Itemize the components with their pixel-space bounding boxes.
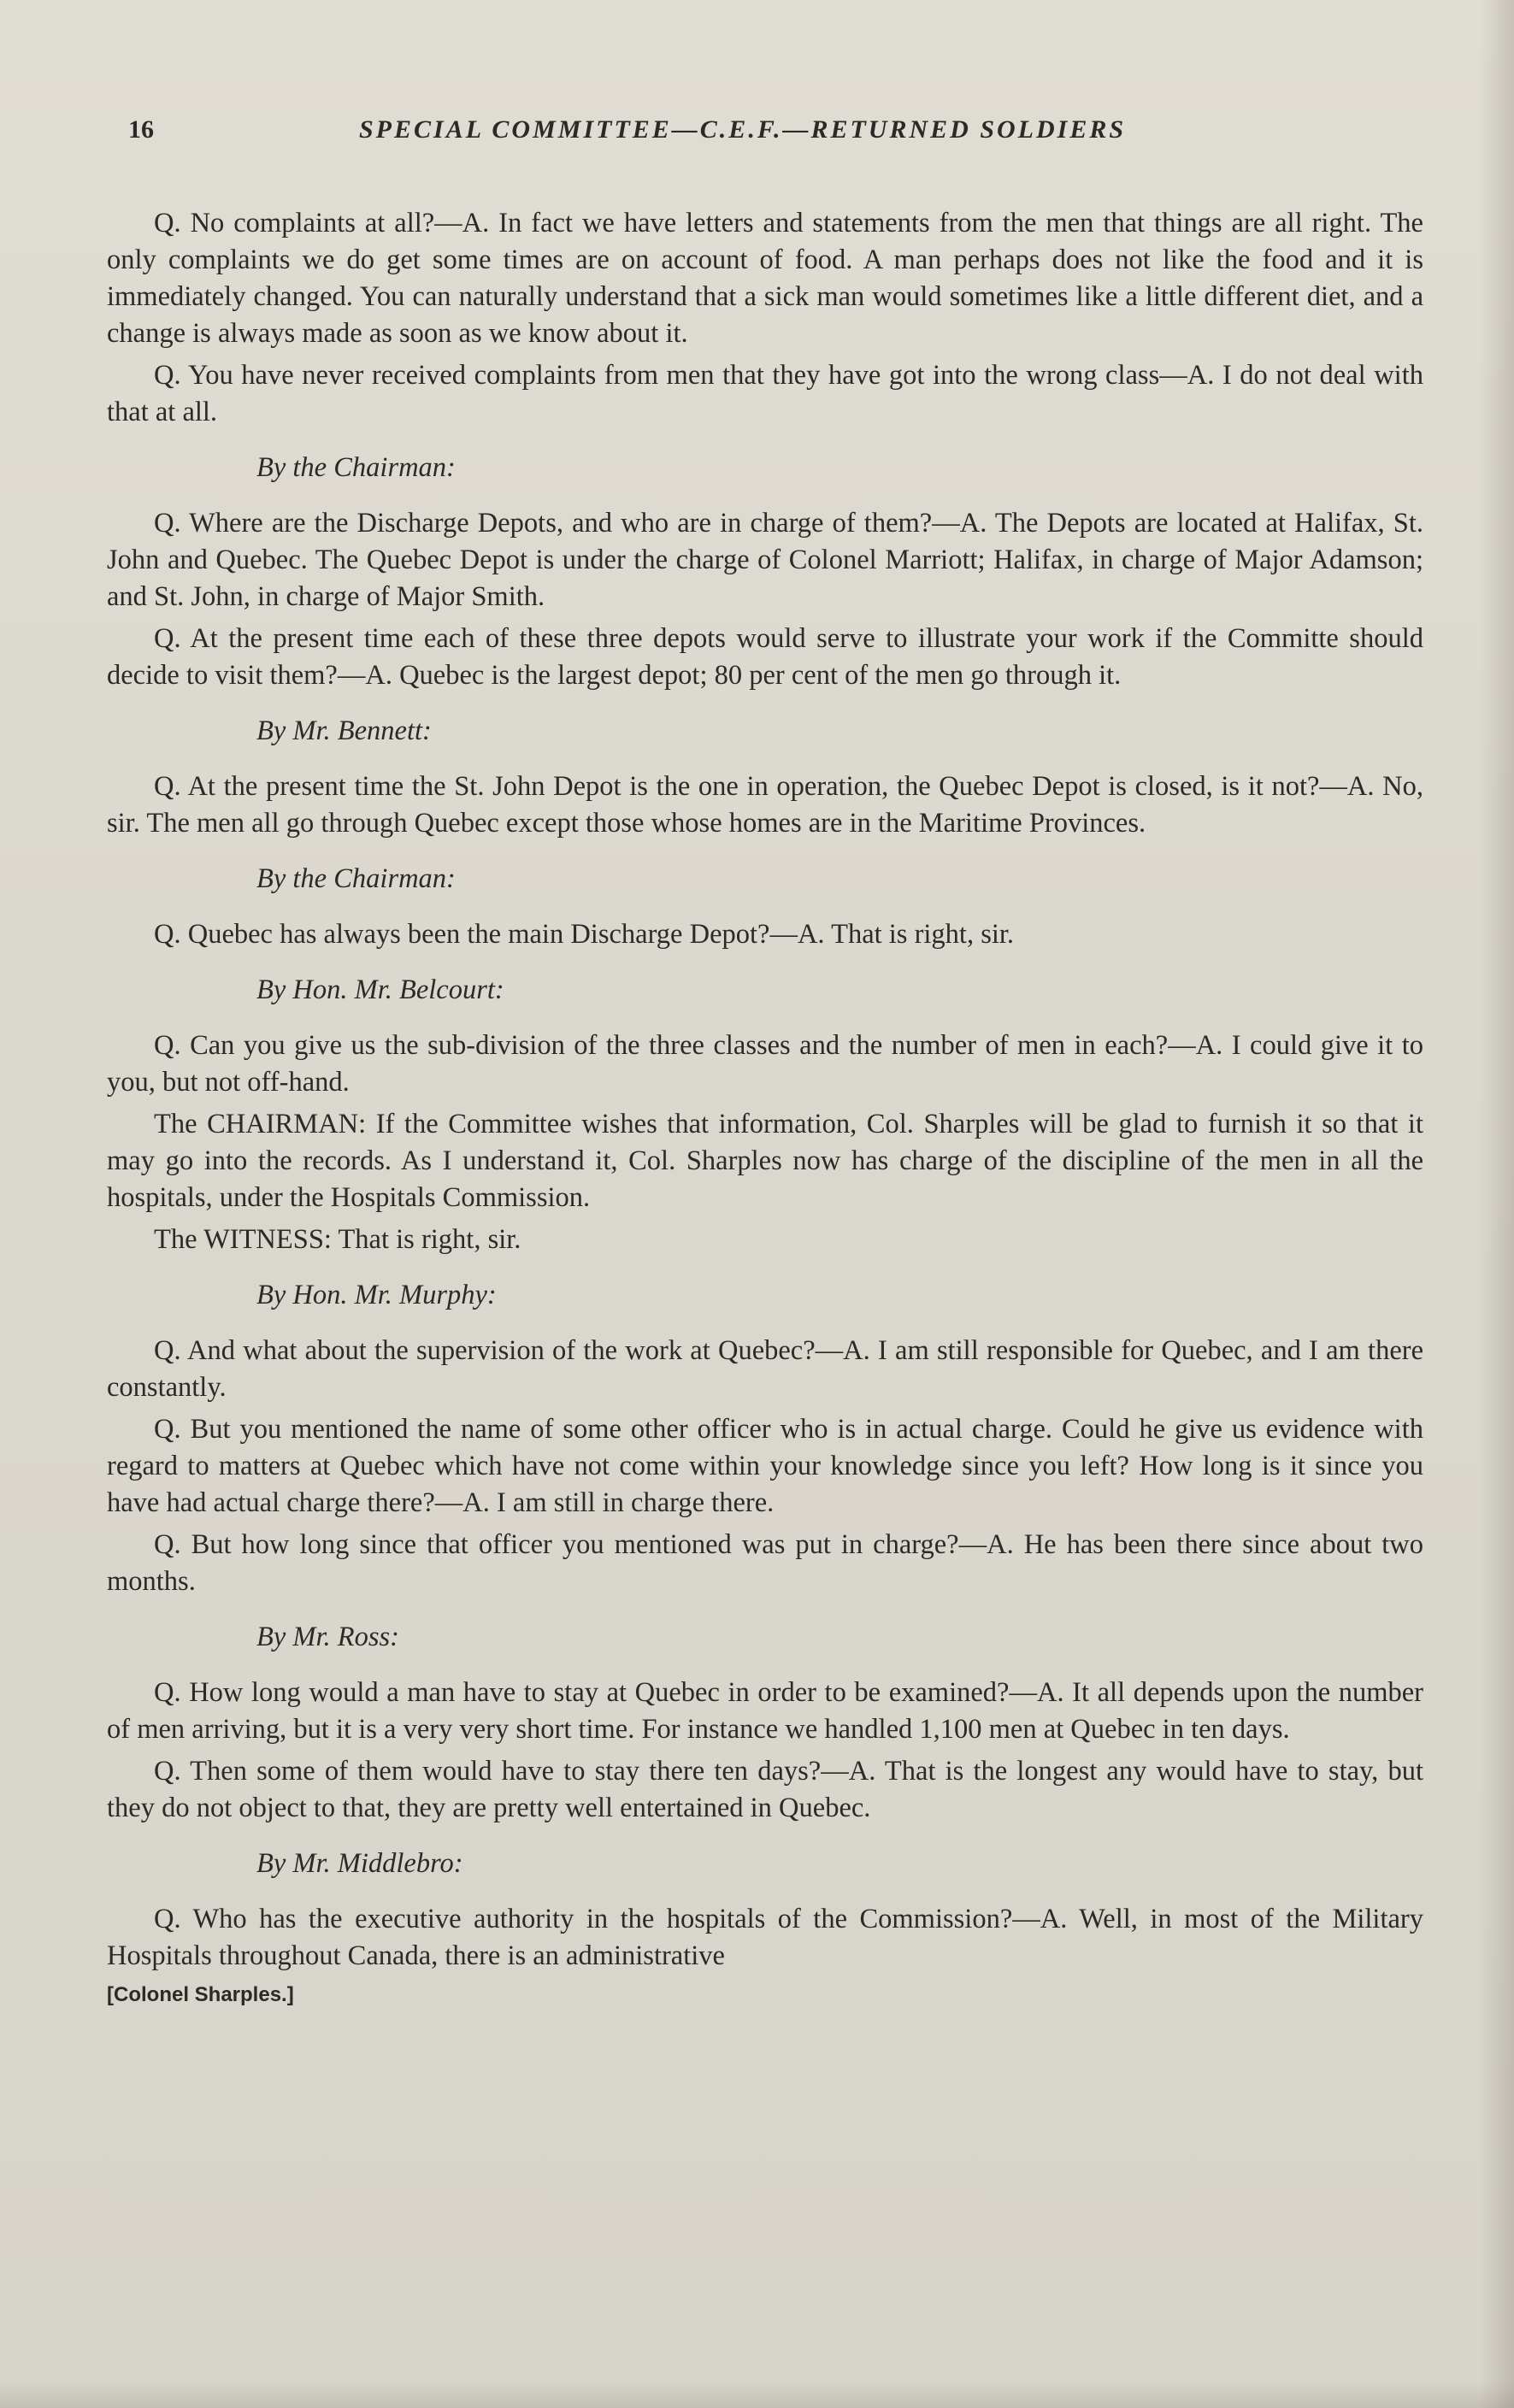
transcript-paragraph: Q. Where are the Discharge Depots, and who are in charge of them?—A. The Depots are located at Halifax, St. John and Quebec. The Quebec Depot is under the charge of Colonel Marriott; Halifax, in charge of Major Adamson; and St. John, in charge of Major Smith. [107, 508, 1423, 612]
transcript-paragraph: Q. At the present time the St. John Depot is the one in operation, the Quebec Depot is closed, is it not?—A. No, sir. The men all go through Quebec except those whose homes are in the Maritime Provinces. [107, 771, 1423, 839]
transcript-paragraph: Q. But how long since that officer you mentioned was put in charge?—A. He has been there since about two months. [107, 1529, 1423, 1597]
speaker-heading: By Mr. Bennett: [256, 715, 432, 746]
transcript-paragraph: Q. Can you give us the sub-division of the three classes and the number of men in each?—A. I could give it to you, but not off-hand. [107, 1030, 1423, 1098]
speaker-heading: By Mr. Middlebro: [256, 1848, 463, 1879]
speaker-heading: By Mr. Ross: [256, 1622, 399, 1652]
page-shadow-bottom [0, 2382, 1514, 2408]
transcript-paragraph: Q. And what about the supervision of the work at Quebec?—A. I am still responsible for Quebec, and I am there constantly. [107, 1335, 1423, 1403]
transcript-paragraph: Q. Quebec has always been the main Discharge Depot?—A. That is right, sir. [154, 919, 1015, 950]
speaker-heading: By Hon. Mr. Murphy: [256, 1280, 497, 1310]
transcript-paragraph: The CHAIRMAN: If the Committee wishes that information, Col. Sharples will be glad to furnish it so that it may go into the records. As I understand it, Col. Sharples now has charge of the discipline of the men in all the hospitals, under the Hospitals Commission. [107, 1109, 1423, 1213]
speaker-heading: By the Chairman: [256, 863, 456, 894]
transcript-paragraph: Q. Who has the executive authority in the hospitals of the Commission?—A. Well, in most of the Military Hospitals throughout Canada, there is an administrative [107, 1904, 1423, 1971]
transcript-paragraph: Q. Then some of them would have to stay there ten days?—A. That is the longest any would have to stay, but they do not object to that, they are pretty well entertained in Quebec. [107, 1756, 1423, 1823]
transcript-paragraph: Q. At the present time each of these three depots would serve to illustrate your work if the Committe should decide to visit them?—A. Quebec is the largest depot; 80 per cent of the men go through it. [107, 623, 1423, 691]
page-number: 16 [128, 115, 154, 144]
transcript-paragraph: The WITNESS: That is right, sir. [154, 1224, 521, 1255]
speaker-heading: By the Chairman: [256, 452, 456, 483]
transcript-paragraph: Q. You have never received complaints from men that they have got into the wrong class—A. I do not deal with that at all. [107, 360, 1423, 427]
transcript-paragraph: Q. How long would a man have to stay at Quebec in order to be examined?—A. It all depends upon the number of men arriving, but it is a very very short time. For instance we handled 1,100 men at Quebec in ten days. [107, 1677, 1423, 1745]
speaker-heading: By Hon. Mr. Belcourt: [256, 974, 504, 1005]
transcript-paragraph: Q. No complaints at all?—A. In fact we have letters and statements from the men that things are all right. The only complaints we do get some times are on account of food. A man perhaps does not like the food and it is immediately changed. You can naturally understand that a sick man would sometimes like a little different diet, and a change is always made as soon as we know about it. [107, 208, 1423, 349]
body-text [107, 205, 1423, 2011]
page-header [128, 115, 1205, 158]
footer-witness-note: [Colonel Sharples.] [107, 1983, 294, 2006]
transcript-paragraph: Q. But you mentioned the name of some other officer who is in actual charge. Could he give us evidence with regard to matters at Quebec which have not come within your knowledge since you left? How long is it since you have had actual charge there?—A. I am still in charge there. [107, 1414, 1423, 1518]
page-shadow-right [1480, 0, 1514, 2408]
running-head: SPECIAL COMMITTEE—C.E.F.—RETURNED SOLDIERS [359, 115, 1127, 144]
